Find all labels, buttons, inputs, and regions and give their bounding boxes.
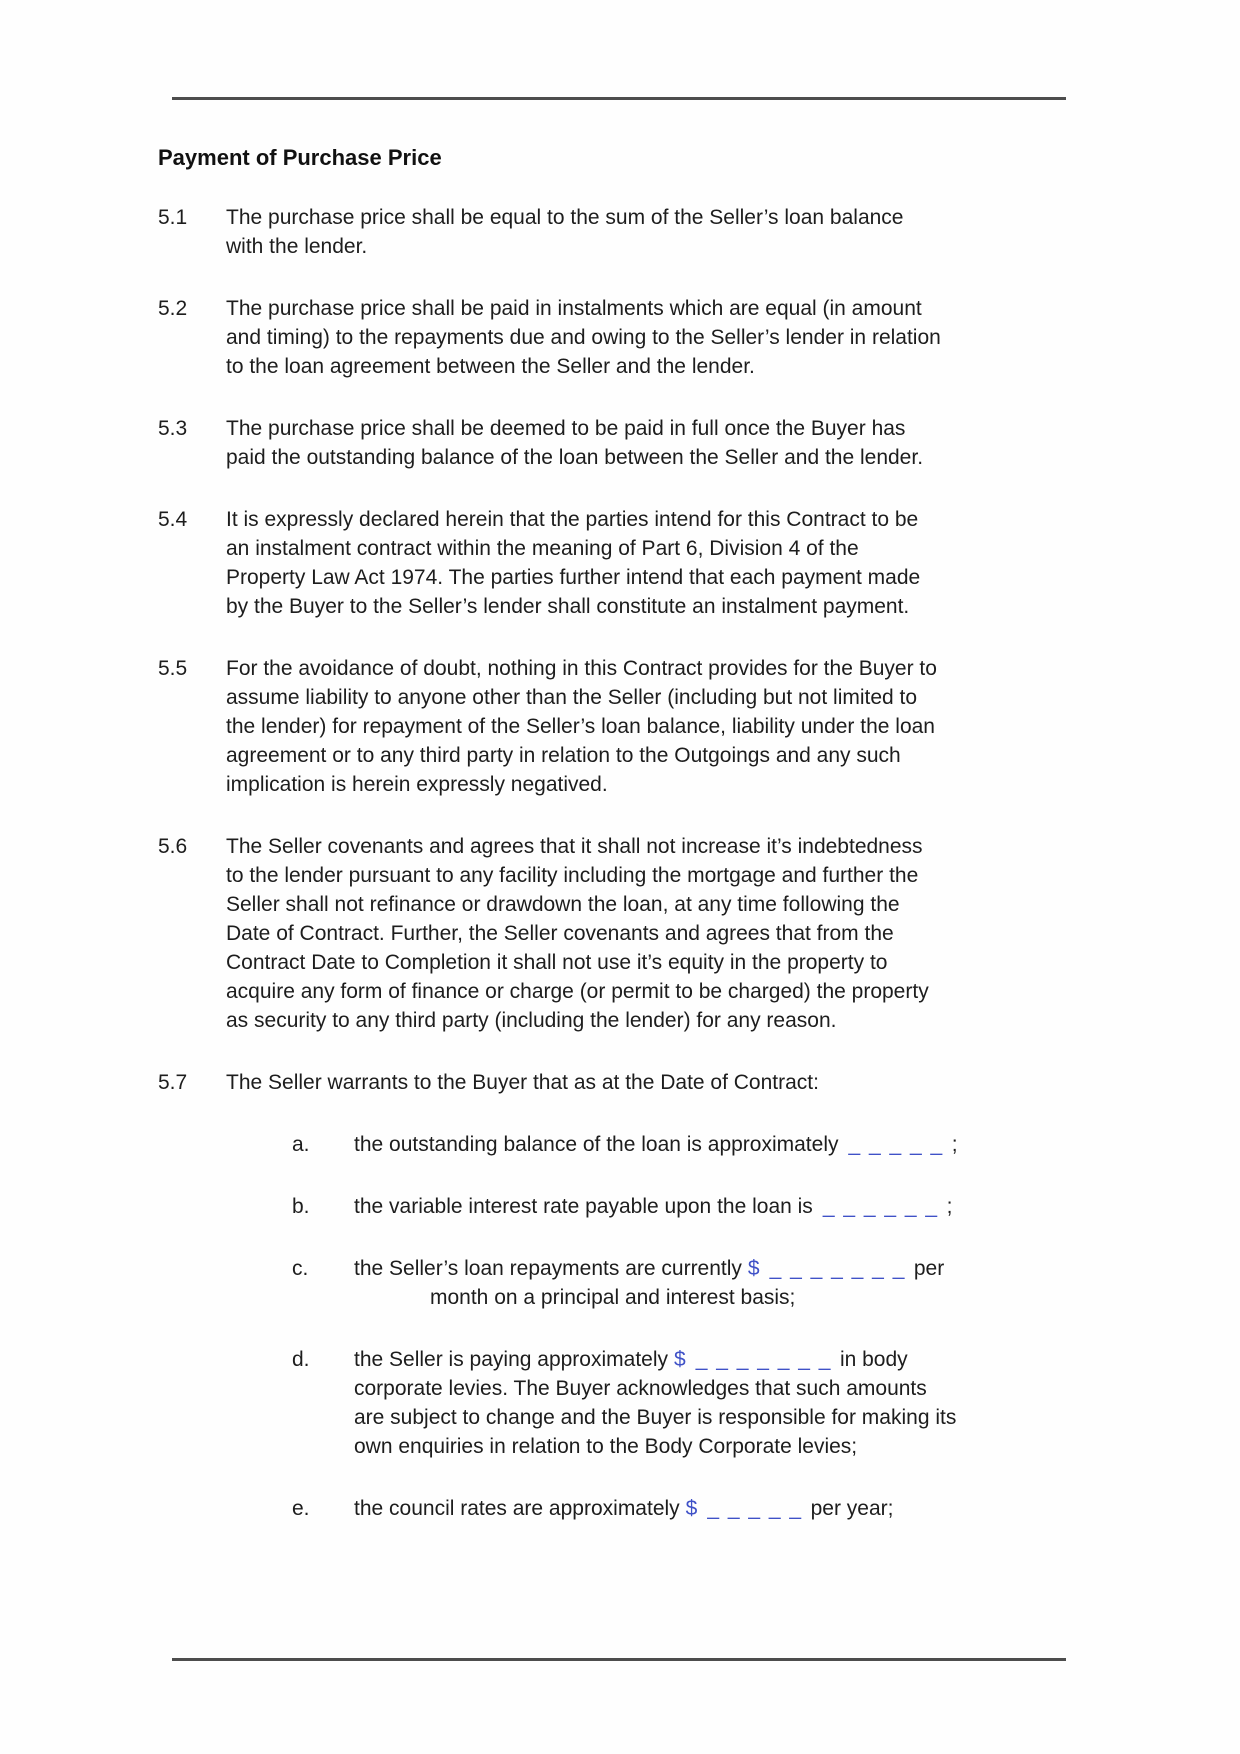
subclause-d bbox=[292, 1345, 958, 1461]
subclause-letter: c. bbox=[292, 1257, 309, 1280]
subclause-text bbox=[354, 1254, 958, 1312]
blank-field: _ _ _ _ _ _ _ bbox=[695, 1348, 832, 1371]
subclause-text-after: per year; bbox=[810, 1497, 894, 1520]
clause-5-1 bbox=[158, 203, 958, 261]
clause-text: The purchase price shall be equal to the sum of the Seller’s loan balance with the lender. bbox=[226, 206, 904, 258]
document-content bbox=[158, 143, 958, 1556]
subclause-text-after: ; bbox=[951, 1133, 958, 1156]
subclause-c bbox=[292, 1254, 958, 1312]
clause-5-7 bbox=[158, 1068, 958, 1097]
clause-text: The Seller covenants and agrees that it shall not increase it’s indebtedness to the lender pursuant to any facility including the mortgage and further the Seller shall not refinance or drawdown the loan, at any time following the Date of Contract. Further, the Seller covenants and agrees that from the Contract Date to Completion it shall not use it’s equity in the property to acquire any form of finance or charge (or permit to be charged) the property as security to any third party (including the lender) for any reason. bbox=[226, 835, 929, 1032]
subclause-text-after: ; bbox=[946, 1195, 953, 1218]
clause-5-6 bbox=[158, 832, 958, 1035]
clause-number: 5.7 bbox=[158, 1071, 188, 1094]
subclause-b bbox=[292, 1192, 958, 1221]
subclause-text-before: the Seller is paying approximately bbox=[354, 1348, 668, 1371]
clause-number: 5.2 bbox=[158, 297, 188, 320]
currency-symbol: $ bbox=[674, 1348, 686, 1371]
subclause-text bbox=[354, 1494, 958, 1523]
subclause-text-after: per bbox=[913, 1257, 945, 1280]
subclause-line1 bbox=[354, 1254, 958, 1283]
currency-symbol: $ bbox=[747, 1257, 760, 1280]
subclause-text-before: the outstanding balance of the loan is approximately bbox=[354, 1133, 839, 1156]
clause-text: The purchase price shall be deemed to be paid in full once the Buyer has paid the outstanding balance of the loan between the Seller and the lender. bbox=[226, 417, 924, 469]
blank-field: _ _ _ _ _ _ bbox=[822, 1195, 939, 1218]
subclause-text bbox=[354, 1192, 958, 1221]
subclause-letter: b. bbox=[292, 1195, 310, 1218]
top-divider bbox=[172, 97, 1066, 100]
subclause-text-before: the council rates are approximately bbox=[354, 1497, 680, 1520]
clause-5-4 bbox=[158, 505, 958, 621]
clause-5-2 bbox=[158, 294, 958, 381]
blank-field: _ _ _ _ _ _ _ bbox=[769, 1257, 906, 1280]
clause-text: It is expressly declared herein that the parties intend for this Contract to be an instalment contract within the meaning of Part 6, Division 4 of the Property Law Act 1974. The parties further intend that each payment made by the Buyer to the Seller’s lender shall constitute an instalment payment. bbox=[226, 508, 921, 618]
subclause-line2: month on a principal and interest basis; bbox=[430, 1286, 796, 1309]
clause-number: 5.4 bbox=[158, 508, 188, 531]
subclause-a bbox=[292, 1130, 958, 1159]
subclause-text bbox=[354, 1345, 958, 1461]
clause-text: For the avoidance of doubt, nothing in this Contract provides for the Buyer to assume liability to anyone other than the Seller (including but not limited to the lender) for repayment of the Seller’s loan balance, liability under the loan agreement or to any third party in relation to the Outgoings and any such implication is herein expressly negatived. bbox=[226, 657, 937, 796]
subclause-text-after: in body corporate levies. The Buyer acknowledges that such amounts are subject to change and the Buyer is responsible for making its own enquiries in relation to the Body Corporate levies; bbox=[354, 1348, 957, 1458]
subclause-letter: d. bbox=[292, 1348, 310, 1371]
bottom-divider bbox=[172, 1658, 1066, 1661]
clause-number: 5.1 bbox=[158, 206, 188, 229]
blank-field: _ _ _ _ _ bbox=[848, 1133, 944, 1156]
subclause-text-before: the variable interest rate payable upon the loan is bbox=[354, 1195, 813, 1218]
clause-5-5 bbox=[158, 654, 958, 799]
clause-number: 5.5 bbox=[158, 657, 188, 680]
subclause-text-before: the Seller’s loan repayments are currently bbox=[354, 1257, 742, 1280]
subclause-e bbox=[292, 1494, 958, 1523]
subclause-letter: e. bbox=[292, 1497, 310, 1520]
currency-symbol: $ bbox=[685, 1497, 698, 1520]
subclause-text bbox=[354, 1130, 958, 1159]
clause-number: 5.3 bbox=[158, 417, 188, 440]
clause-number: 5.6 bbox=[158, 835, 188, 858]
section-heading: Payment of Purchase Price bbox=[158, 145, 442, 170]
subclause-letter: a. bbox=[292, 1133, 310, 1156]
clause-text: The Seller warrants to the Buyer that as at the Date of Contract: bbox=[226, 1071, 819, 1094]
clause-5-3 bbox=[158, 414, 958, 472]
clause-text: The purchase price shall be paid in instalments which are equal (in amount and timing) to the repayments due and owing to the Seller’s lender in relation to the loan agreement between the Seller and the lender. bbox=[226, 297, 941, 378]
blank-field: _ _ _ _ _ bbox=[707, 1497, 803, 1520]
